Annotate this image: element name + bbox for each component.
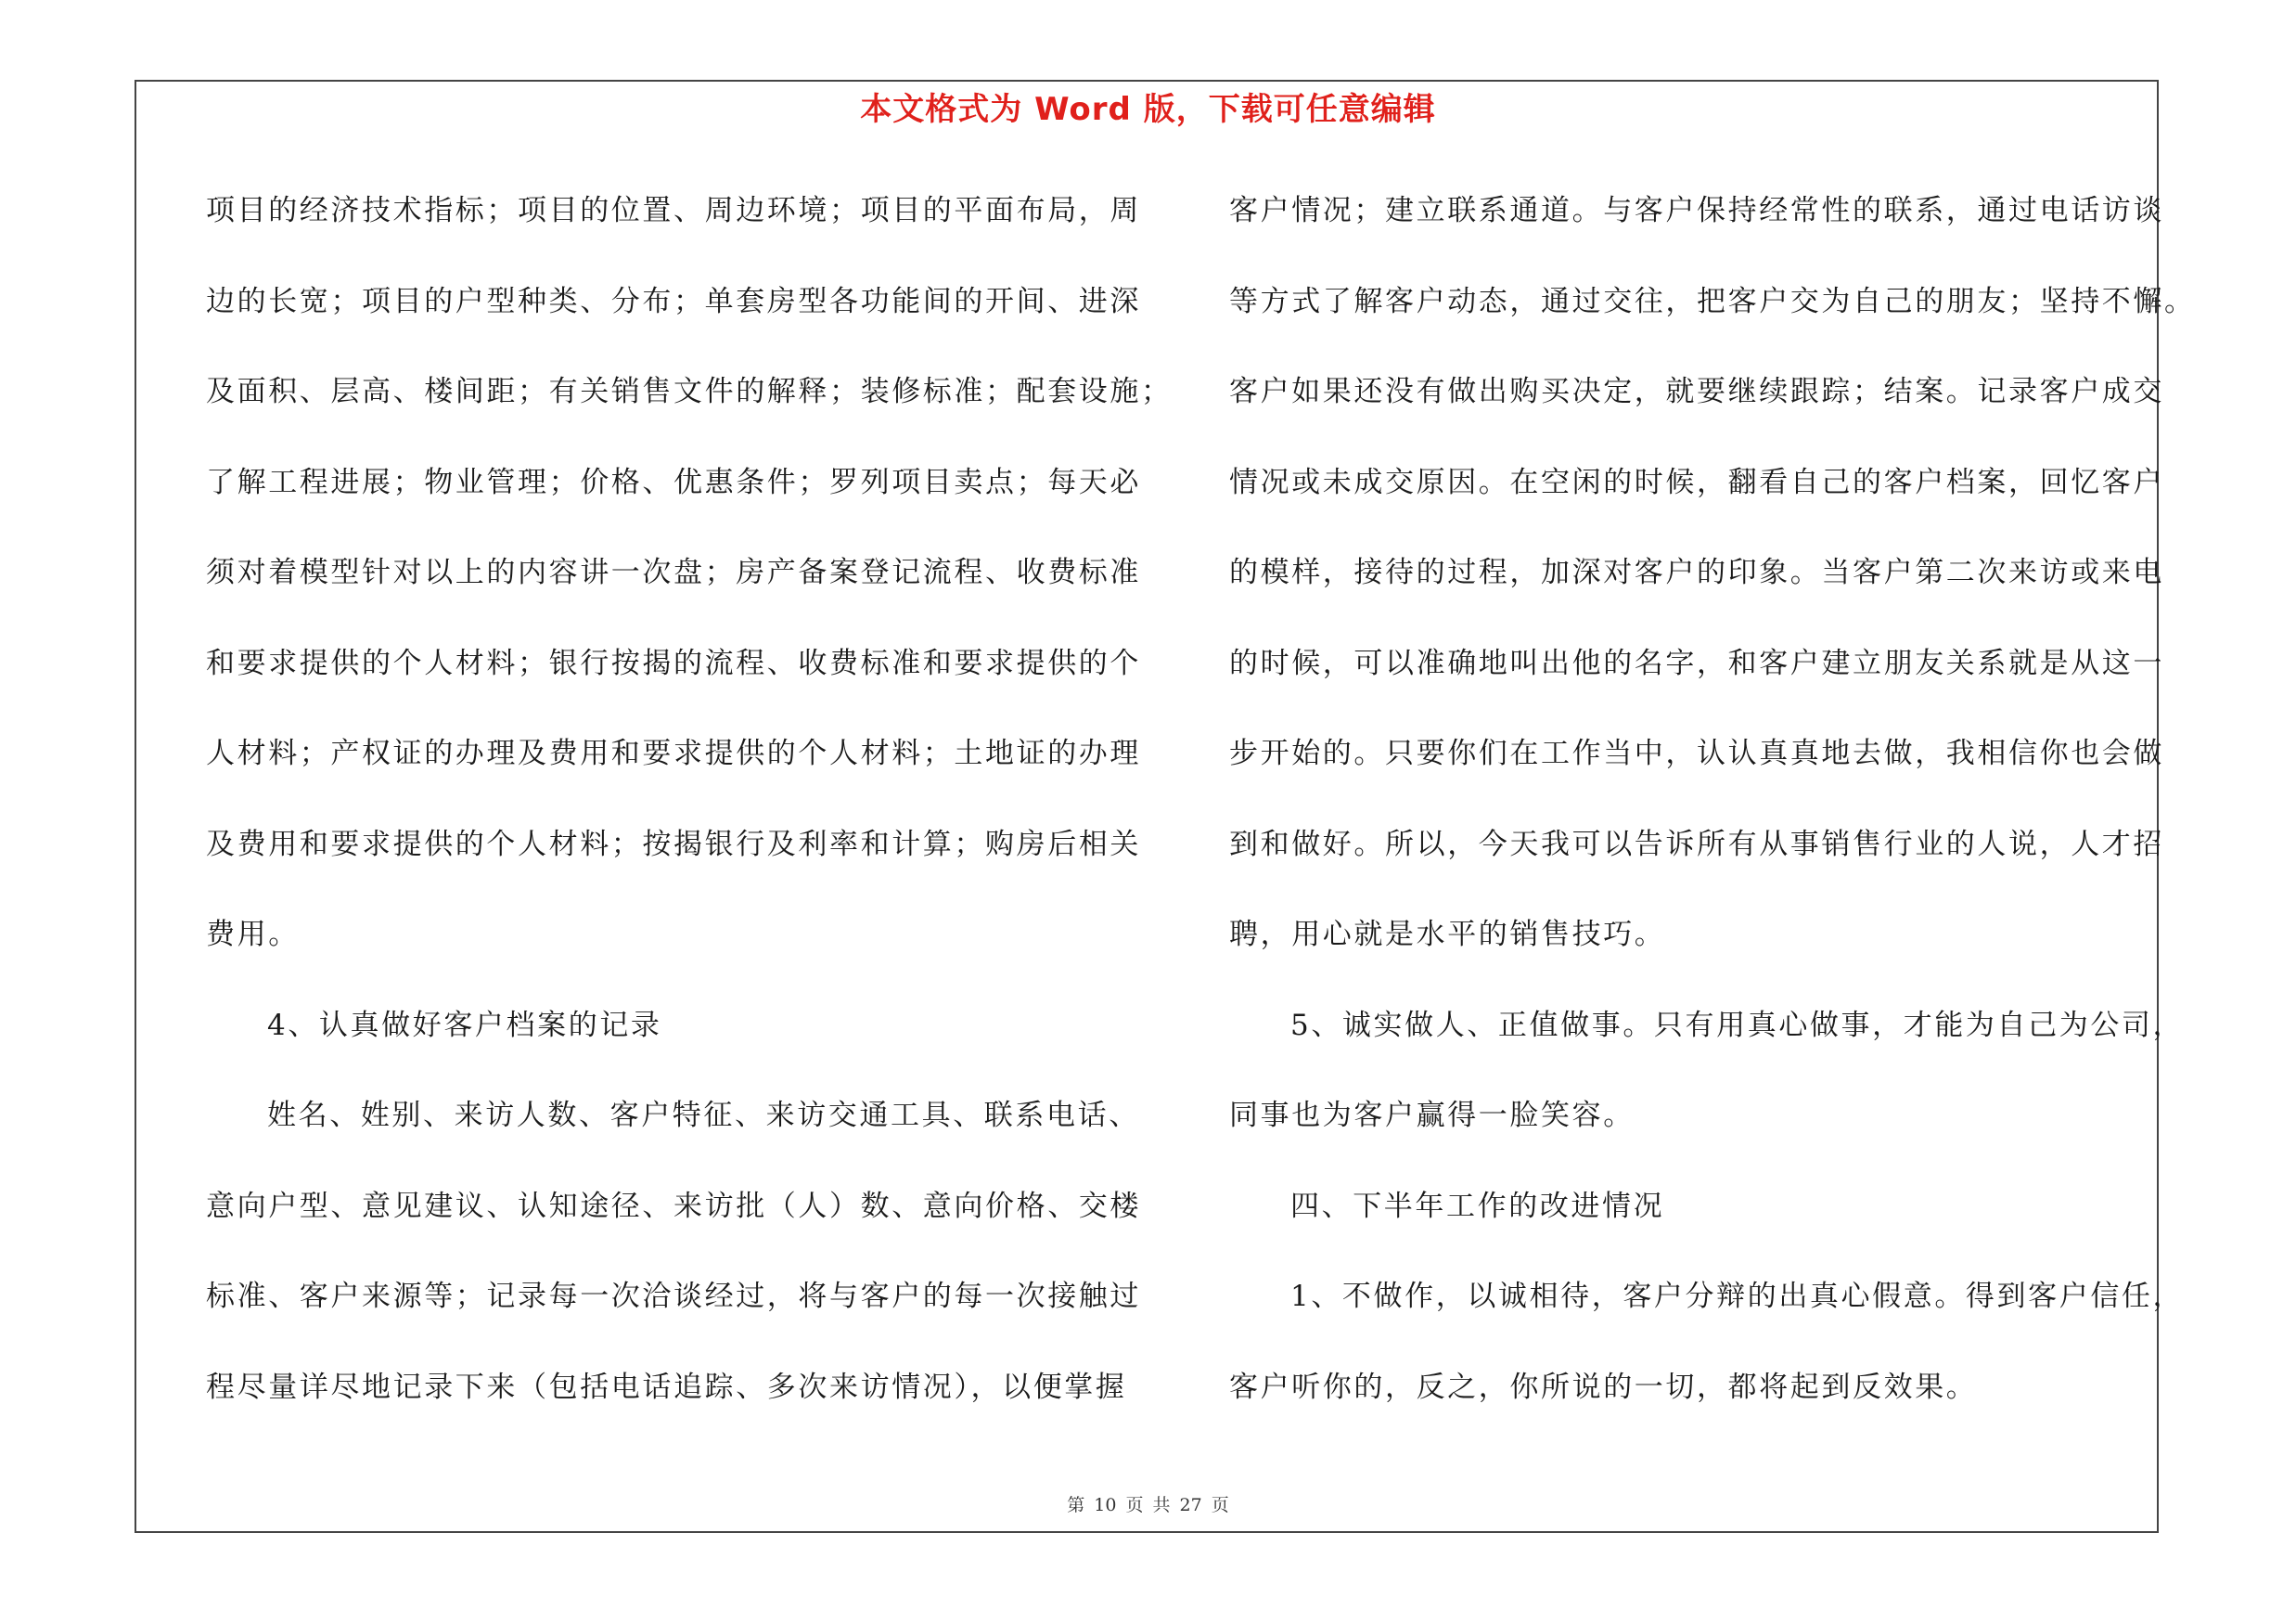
text-line: 情况或未成交原因。在空闲的时候，翻看自己的客户档案，回忆客户 [1229,465,2164,499]
text-line: 步开始的。只要你们在工作当中，认认真真地去做，我相信你也会做 [1229,737,2164,770]
text-line: 1、不做作，以诚相待，客户分辩的出真心假意。得到客户信任， [1290,1280,2185,1313]
word-format-banner: 本文格式为 Word 版，下载可任意编辑 [860,91,1436,128]
text-line: 客户听你的，反之，你所说的一切，都将起到反效果。 [1229,1370,1978,1404]
right-text-column [1229,182,2196,1449]
text-line: 费用。 [206,918,300,951]
text-line: 到和做好。所以，今天我可以告诉所有从事销售行业的人说，人才招 [1229,827,2164,861]
text-line: 客户如果还没有做出购买决定，就要继续跟踪；结案。记录客户成交 [1229,375,2164,408]
text-line: 聘，用心就是水平的销售技巧。 [1229,918,1666,951]
text-line: 项目的经济技术指标；项目的位置、周边环境；项目的平面布局，周 [206,194,1141,227]
text-line: 4、认真做好客户档案的记录 [267,1008,662,1042]
text-line: 和要求提供的个人材料；银行按揭的流程、收费标准和要求提供的个 [206,646,1141,680]
text-line: 须对着模型针对以上的内容讲一次盘；房产备案登记流程、收费标准 [206,556,1141,589]
text-line: 客户情况；建立联系通道。与客户保持经常性的联系，通过电话访谈 [1229,194,2164,227]
text-line: 5、诚实做人、正值做事。只有用真心做事，才能为自己为公司， [1290,1008,2185,1042]
text-line: 等方式了解客户动态，通过交往，把客户交为自己的朋友；坚持不懈。 [1229,284,2196,318]
text-line: 的时候，可以准确地叫出他的名字，和客户建立朋友关系就是从这一 [1229,646,2164,680]
text-line: 的模样，接待的过程，加深对客户的印象。当客户第二次来访或来电 [1229,556,2164,589]
text-line: 标准、客户来源等；记录每一次洽谈经过，将与客户的每一次接触过 [206,1280,1141,1313]
text-line: 人材料；产权证的办理及费用和要求提供的个人材料；土地证的办理 [206,737,1141,770]
text-line: 程尽量详尽地记录下来（包括电话追踪、多次来访情况），以便掌握 [206,1370,1127,1404]
text-line: 姓名、姓别、来访人数、客户特征、来访交通工具、联系电话、 [267,1099,1140,1132]
text-line: 同事也为客户赢得一脸笑容。 [1229,1099,1635,1132]
text-line: 及面积、层高、楼间距；有关销售文件的解释；装修标准；配套设施； [206,375,1173,408]
page-number-footer: 第 10 页 共 27 页 [1067,1495,1229,1515]
text-line: 意向户型、意见建议、认知途径、来访批（人）数、意向价格、交楼 [206,1189,1141,1223]
text-line: 及费用和要求提供的个人材料；按揭银行及利率和计算；购房后相关 [206,827,1141,861]
text-line: 四、下半年工作的改进情况 [1290,1189,1665,1223]
text-line: 边的长宽；项目的户型种类、分布；单套房型各功能间的开间、进深 [206,284,1141,318]
left-text-column [206,182,1173,1449]
text-line: 了解工程进展；物业管理；价格、优惠条件；罗列项目卖点；每天必 [206,465,1141,499]
